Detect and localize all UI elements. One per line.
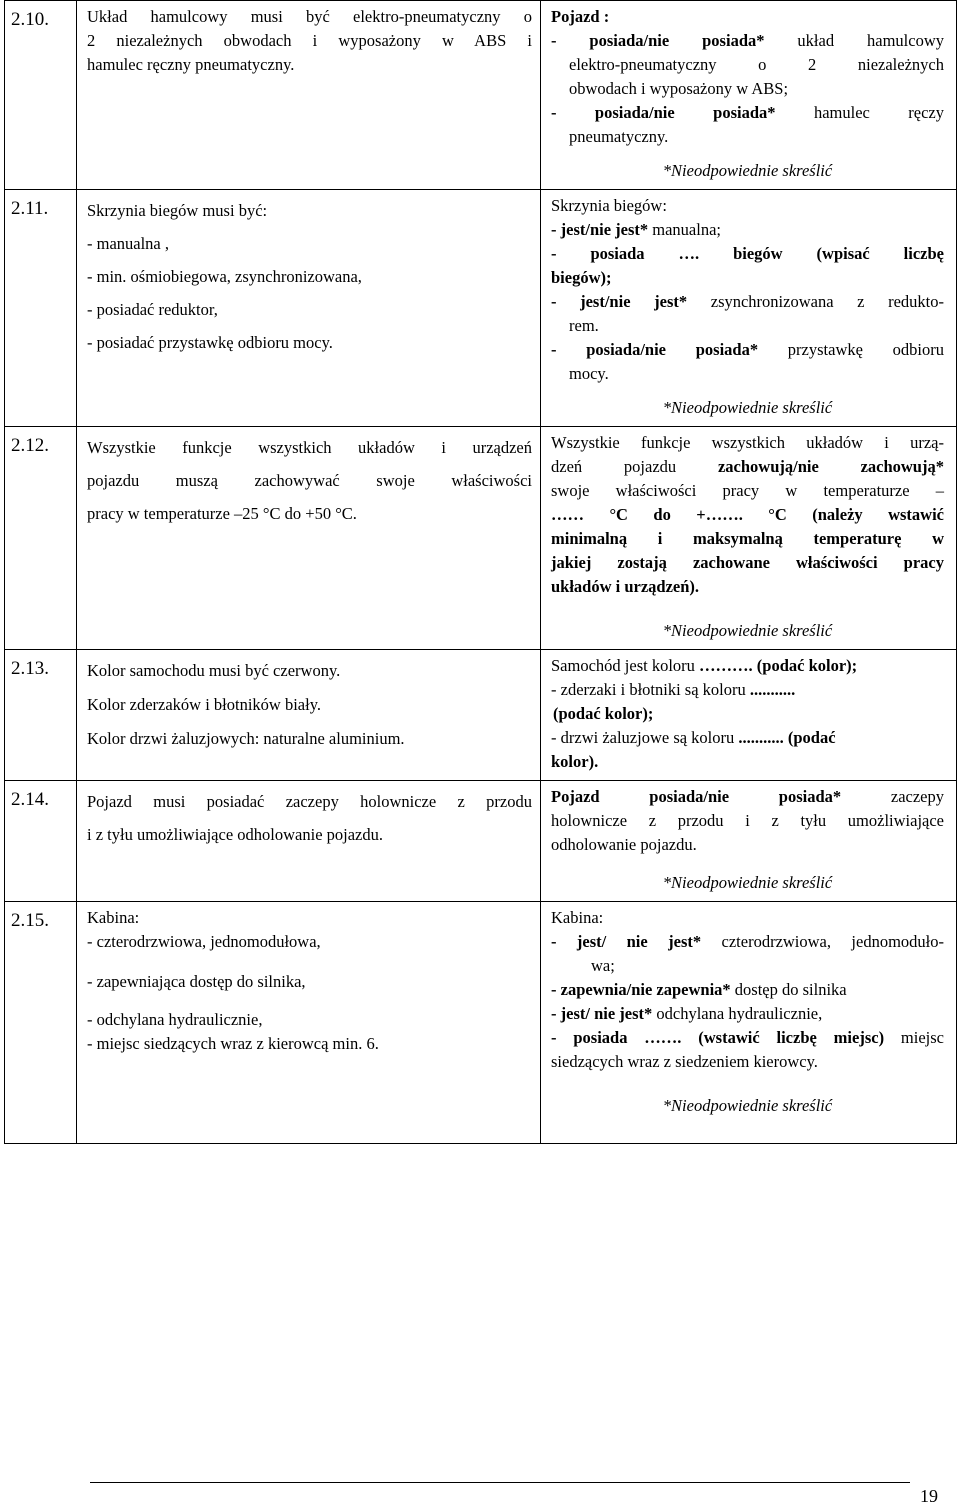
requirement-line: i z tyłu umożliwiające odholowanie pojazdu.	[87, 825, 383, 844]
row-number: 2.13.	[5, 650, 77, 781]
response-bold: ...........	[749, 680, 796, 699]
row-number: 2.15.	[5, 902, 77, 1144]
response-line	[551, 551, 944, 575]
requirement-line: Skrzynia biegów musi być:	[87, 201, 268, 220]
requirement-line: Wszystkie funkcje wszystkich układów i urządzeń	[87, 438, 532, 457]
table-row	[5, 650, 957, 781]
response-bold: - posiada ……. (wstawić liczbę miejsc)	[551, 1028, 885, 1047]
response-line	[551, 77, 944, 101]
response-line	[551, 362, 944, 386]
response-line: odholowanie pojazdu.	[551, 835, 697, 854]
row-number: 2.12.	[5, 427, 77, 650]
response-line	[551, 726, 944, 750]
response-bold: zachowują/nie zachowują*	[717, 457, 944, 476]
row-number: 2.10.	[5, 1, 77, 190]
requirement-cell	[77, 650, 541, 781]
response-text: zsynchronizowana z redukto-	[687, 292, 944, 311]
response-text: manualna;	[648, 220, 721, 239]
response-line	[551, 290, 944, 314]
requirement-cell	[77, 1, 541, 190]
requirement-line: hamulec ręczny pneumatyczny.	[87, 55, 295, 74]
response-text: - zderzaki i błotniki są koloru	[551, 680, 750, 699]
requirement-cell	[77, 190, 541, 427]
response-line	[551, 455, 944, 479]
response-cell	[541, 650, 957, 781]
requirement-cell	[77, 781, 541, 902]
response-text: Samochód jest koloru	[551, 656, 700, 675]
response-line	[551, 575, 944, 599]
requirement-line: Układ hamulcowy musi być elektro-pneumatyczny o	[87, 7, 532, 26]
response-text: pneumatyczny.	[569, 127, 669, 146]
requirement-line: Kabina:	[87, 908, 140, 927]
response-bold: - jest/ nie jest*	[551, 1004, 653, 1023]
response-text: przystawkę odbioru	[758, 340, 944, 359]
table-row	[5, 1, 957, 190]
response-text: miejsc	[884, 1028, 944, 1047]
response-line: holownicze z przodu i z tyłu umożliwiające	[551, 811, 944, 830]
response-bold: kolor).	[551, 752, 599, 771]
response-cell	[541, 190, 957, 427]
response-bold: jakiej zostają zachowane właściwości pracy	[551, 553, 944, 572]
requirement-line: pracy w temperaturze –25 °C do +50 °C.	[87, 504, 357, 523]
response-line	[551, 314, 944, 338]
response-bold: biegów);	[551, 268, 612, 287]
table-row	[5, 190, 957, 427]
requirement-cell	[77, 427, 541, 650]
requirement-line: - manualna ,	[87, 234, 170, 253]
requirement-line: Kolor drzwi żaluzjowych: naturalne aluminium.	[87, 729, 405, 748]
response-text: odchylana hydraulicznie,	[652, 1004, 823, 1023]
response-bold: - jest/nie jest*	[551, 292, 688, 311]
response-line	[551, 750, 944, 774]
response-line	[551, 101, 944, 125]
response-text: - drzwi żaluzjowe są koloru	[551, 728, 739, 747]
response-text: układ hamulcowy	[764, 31, 944, 50]
requirement-line: - posiadać przystawkę odbioru mocy.	[87, 333, 333, 352]
requirement-line: - zapewniająca dostęp do silnika,	[87, 972, 306, 991]
strike-note: *Nieodpowiednie skreślić	[662, 873, 833, 892]
requirement-line: - miejsc siedzących wraz z kierowcą min. 6.	[87, 1034, 379, 1053]
response-line	[551, 930, 944, 954]
response-text: obwodach i wyposażony w ABS;	[569, 79, 789, 98]
response-line	[551, 954, 944, 978]
table-row	[5, 902, 957, 1144]
response-text: mocy.	[569, 364, 609, 383]
response-line: swoje właściwości pracy w temperaturze –	[551, 481, 944, 500]
response-cell	[541, 427, 957, 650]
requirement-line: Kolor zderzaków i błotników biały.	[87, 695, 321, 714]
row-number: 2.14.	[5, 781, 77, 902]
response-bold: - jest/ nie jest*	[551, 932, 702, 951]
response-bold: Pojazd posiada/nie posiada*	[551, 787, 842, 806]
response-line	[551, 242, 944, 266]
response-text: elektro-pneumatyczny o 2 niezależnych	[569, 55, 944, 74]
strike-note: *Nieodpowiednie skreślić	[662, 161, 833, 180]
response-bold: - posiada/nie posiada*	[551, 103, 776, 122]
response-line	[551, 978, 944, 1002]
response-bold: minimalną i maksymalną temperaturę w	[551, 529, 944, 548]
requirement-cell	[77, 902, 541, 1144]
requirement-line: Kolor samochodu musi być czerwony.	[87, 661, 341, 680]
response-line	[551, 338, 944, 362]
response-text: dostęp do silnika	[730, 980, 847, 999]
response-header: Skrzynia biegów:	[551, 196, 667, 215]
response-bold: - jest/nie jest*	[551, 220, 649, 239]
response-line	[551, 1026, 944, 1050]
requirement-line: - czterodrzwiowa, jednomodułowa,	[87, 932, 321, 951]
response-text: zaczepy	[841, 787, 944, 806]
response-line	[551, 218, 944, 242]
response-bold: ………. (podać kolor);	[699, 656, 858, 675]
response-line	[551, 702, 944, 726]
response-line	[551, 503, 944, 527]
response-line	[551, 29, 944, 53]
response-text: dzeń pojazdu	[551, 457, 718, 476]
response-line	[551, 1002, 944, 1026]
response-header: Pojazd :	[551, 7, 610, 26]
response-line: siedzących wraz z siedzeniem kierowcy.	[551, 1052, 818, 1071]
response-text: rem.	[569, 316, 599, 335]
requirement-line: - posiadać reduktor,	[87, 300, 218, 319]
response-bold: układów i urządzeń).	[551, 577, 700, 596]
response-line	[551, 125, 944, 149]
response-line: Wszystkie funkcje wszystkich układów i urzą-	[551, 433, 944, 452]
response-cell	[541, 1, 957, 190]
response-bold: ........... (podać	[738, 728, 836, 747]
response-bold: (podać kolor);	[553, 704, 654, 723]
strike-note: *Nieodpowiednie skreślić	[662, 621, 833, 640]
response-bold: - zapewnia/nie zapewnia*	[551, 980, 731, 999]
response-text: biegów (wpisać liczbę	[699, 244, 944, 263]
strike-note: *Nieodpowiednie skreślić	[662, 398, 833, 417]
response-line	[551, 527, 944, 551]
requirement-line: 2 niezależnych obwodach i wyposażony w ABS i	[87, 31, 532, 50]
response-text: czterodrzwiowa, jednomoduło-	[701, 932, 944, 951]
response-bold: - posiada ….	[551, 244, 700, 263]
table-row	[5, 427, 957, 650]
requirement-line: - odchylana hydraulicznie,	[87, 1010, 263, 1029]
response-text: wa;	[591, 956, 615, 975]
response-cell	[541, 781, 957, 902]
response-line	[551, 785, 944, 809]
response-line	[551, 266, 944, 290]
strike-note: *Nieodpowiednie skreślić	[662, 1096, 833, 1115]
row-number: 2.11.	[5, 190, 77, 427]
table-row	[5, 781, 957, 902]
specification-table	[4, 0, 957, 1144]
response-cell	[541, 902, 957, 1144]
response-bold: - posiada/nie posiada*	[551, 340, 759, 359]
response-line	[551, 53, 944, 77]
response-line	[551, 654, 944, 678]
response-text: hamulec ręczy	[775, 103, 944, 122]
requirement-line: pojazdu muszą zachowywać swoje właściwości	[87, 471, 532, 490]
footer-rule	[90, 1482, 910, 1483]
requirement-line: - min. ośmiobiegowa, zsynchronizowana,	[87, 267, 362, 286]
response-bold: …… °C do +……. °C (należy wstawić	[551, 505, 944, 524]
page-number: 19	[920, 1486, 938, 1506]
response-header: Kabina:	[551, 908, 604, 927]
requirement-line: Pojazd musi posiadać zaczepy holownicze z przodu	[87, 792, 532, 811]
response-line	[551, 678, 944, 702]
response-bold: - posiada/nie posiada*	[551, 31, 765, 50]
